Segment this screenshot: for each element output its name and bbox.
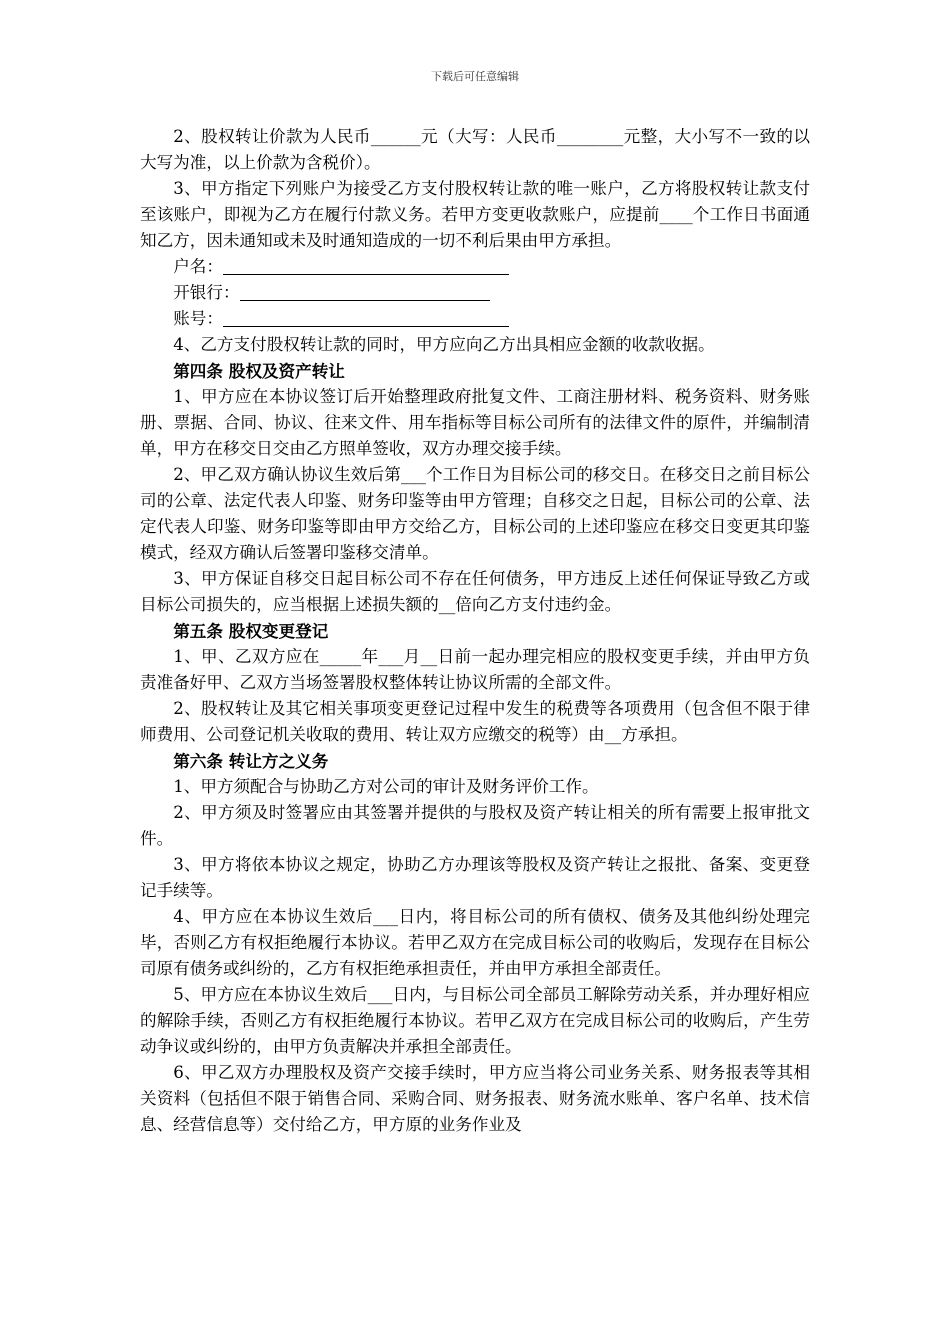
article-5-paragraph-2: 2、股权转让及其它相关事项变更登记过程中发生的税费等各项费用（包含但不限于律师费用、公司登记机关收取的费用、转让双方应缴交的税等）由__方承担。: [140, 699, 810, 744]
article-6-paragraph-5: 5、甲方应在本协议生效后___日内，与目标公司全部员工解除劳动关系，并办理好相应的解除手续，否则乙方有权拒绝履行本协议。若甲乙双方在完成目标公司的收购后，产生劳动争议或纠纷的，由甲方负责解决并承担全部责任。: [140, 985, 810, 1056]
account-number-label: 账号：: [173, 309, 223, 328]
article-4-title: 第四条 股权及资产转让: [173, 361, 345, 381]
article-6-paragraph-4: 4、甲方应在本协议生效后___日内，将目标公司的所有债权、债务及其他纠纷处理完毕，否则乙方有权拒绝履行本协议。若甲乙双方在完成目标公司的收购后，发现存在目标公司原有债务或纠纷的，乙方有权拒绝承担责任，并由甲方承担全部责任。: [140, 907, 810, 978]
paragraph-price: 2、股权转让价款为人民币______元（大写：人民币________元整，大小写不一致的以大写为准，以上价款为含税价）。: [140, 127, 810, 172]
article-6-paragraph-3: 3、甲方将依本协议之规定，协助乙方办理该等股权及资产转让之报批、备案、变更登记手续等。: [140, 855, 810, 900]
article-6-paragraph-1: 1、甲方须配合与协助乙方对公司的审计及财务评价工作。: [173, 777, 599, 796]
account-name-blank: [223, 256, 509, 275]
article-4-paragraph-2: 2、甲乙双方确认协议生效后第___个工作日为目标公司的移交日。在移交日之前目标公司的公章、法定代表人印鉴、财务印鉴等由甲方管理；自移交之日起，目标公司的公章、法定代表人印鉴、财务印鉴等即由甲方交给乙方，目标公司的上述印鉴应在移交日变更其印鉴模式，经双方确认后签署印鉴移交清单。: [140, 465, 810, 562]
account-bank-field: [140, 280, 810, 306]
account-bank-blank: [240, 282, 490, 301]
account-number-blank: [223, 308, 509, 327]
account-name-label: 户名：: [173, 257, 223, 276]
paragraph-receipt: 4、乙方支付股权转让款的同时，甲方应向乙方出具相应金额的收款收据。: [173, 335, 715, 354]
account-number-field: [140, 306, 810, 332]
document-body: [140, 124, 810, 1138]
article-6-paragraph-6: 6、甲乙双方办理股权及资产交接手续时，甲方应当将公司业务关系、财务报表等其相关资料（包括但不限于销售合同、采购合同、财务报表、财务流水账单、客户名单、技术信息、经营信息等）交付给乙方，甲方原的业务作业及: [140, 1063, 810, 1134]
article-5-paragraph-1: 1、甲、乙双方应在_____年___月__日前一起办理完相应的股权变更手续，并由甲方负责准备好甲、乙双方当场签署股权整体转让协议所需的全部文件。: [140, 647, 810, 692]
article-4-paragraph-3: 3、甲方保证自移交日起目标公司不存在任何债务，甲方违反上述任何保证导致乙方或目标公司损失的，应当根据上述损失额的__倍向乙方支付违约金。: [140, 569, 810, 614]
header-note: 下载后可任意编辑: [431, 70, 519, 83]
account-name-field: [140, 254, 810, 280]
account-bank-label: 开银行：: [173, 283, 240, 302]
article-6-paragraph-2: 2、甲方须及时签署应由其签署并提供的与股权及资产转让相关的所有需要上报审批文件。: [140, 803, 810, 848]
article-6-title: 第六条 转让方之义务: [173, 751, 329, 771]
article-5-title: 第五条 股权变更登记: [173, 621, 329, 641]
article-4-paragraph-1: 1、甲方应在本协议签订后开始整理政府批复文件、工商注册材料、税务资料、财务账册、票据、合同、协议、往来文件、用车指标等目标公司所有的法律文件的原件，并编制清单，甲方在移交日交由乙方照单签收，双方办理交接手续。: [140, 387, 810, 458]
paragraph-account-designation: 3、甲方指定下列账户为接受乙方支付股权转让款的唯一账户，乙方将股权转让款支付至该账户，即视为乙方在履行付款义务。若甲方变更收款账户，应提前____个工作日书面通知乙方，因未通知或未及时通知造成的一切不利后果由甲方承担。: [140, 179, 810, 250]
